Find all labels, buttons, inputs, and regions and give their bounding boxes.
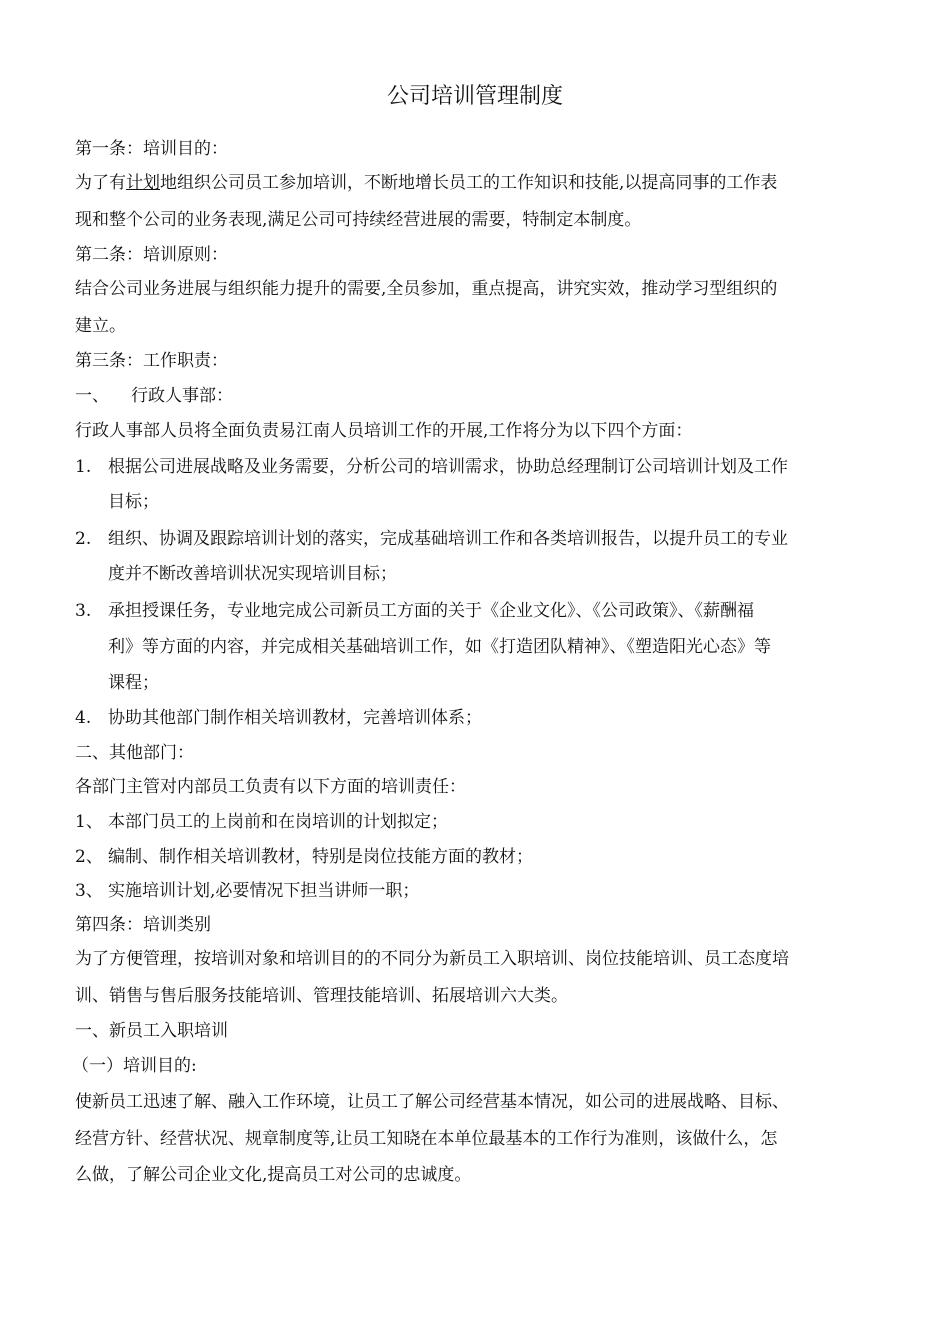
section-1-number: 一、 [75,386,109,406]
article-3-heading: 第三条：工作职责： [75,351,228,371]
article-4-paragraph-line-1: 为了方便管理，按培训对象和培训目的的不同分为新员工入职培训、岗位技能培训、员工态度培 [75,949,789,969]
text-segment: 地组织公司员工参加培训，不断地增长员工的工作知识和技能,以提高同事的工作表 [160,173,778,193]
list-item-line: 课程； [108,673,159,693]
list-item-line: 实施培训计划,必要情况下担当讲师一职； [108,881,420,901]
section-2-title: 二、其他部门： [75,743,194,763]
underlined-word: 计划 [126,173,160,193]
document-title: 公司培训管理制度 [386,84,563,109]
list-item-line: 承担授课任务，专业地完成公司新员工方面的关于《企业文化》、《公司政策》、《薪酬福 [108,601,754,621]
subsection-1-paragraph-line-3: 么做，了解公司企业文化,提高员工对公司的忠诚度。 [75,1165,472,1185]
list-item-line: 度并不断改善培训状况实现培训目标； [108,564,397,584]
list-item-line: 组织、协调及跟踪培训计划的落实，完成基础培训工作和各类培训报告，以提升员工的专业 [108,529,788,549]
list-item-line: 利》等方面的内容，并完成相关基础培训工作，如《打造团队精神》、《塑造阳光心态》等 [108,637,771,657]
list-item-number: 3、 [75,881,103,901]
subsection-1-title: 一、新员工入职培训 [75,1021,228,1041]
section-2-intro: 各部门主管对内部员工负责有以下方面的培训责任： [75,777,466,797]
list-item-line: 协助其他部门制作相关培训教材，完善培训体系； [108,708,482,728]
article-4-paragraph-line-2: 训、销售与售后服务技能培训、管理技能培训、拓展培训六大类。 [75,986,568,1006]
list-item-number: 2. [75,529,92,549]
subsection-1-paragraph-line-2: 经营方针、经营状况、规章制度等,让员工知晓在本单位最基本的工作行为准则，该做什么，怎 [75,1129,778,1149]
article-2-paragraph-line-1: 结合公司业务进展与组织能力提升的需要,全员参加，重点提高，讲究实效，推动学习型组织的 [75,279,778,299]
subsection-1-paragraph-line-1: 使新员工迅速了解、融入工作环境，让员工了解公司经营基本情况，如公司的进展战略、目标、 [75,1092,789,1112]
article-1-paragraph-line-1 [75,171,875,195]
list-item-number: 3. [75,601,92,621]
list-item-number: 2、 [75,847,103,867]
section-1-intro: 行政人事部人员将全面负责易江南人员培训工作的开展,工作将分为以下四个方面： [75,421,693,441]
section-1-title: 行政人事部： [131,386,233,406]
list-item-number: 4. [75,708,92,728]
list-item-number: 1. [75,457,92,477]
subsection-1-part: （一）培训目的: [72,1056,197,1076]
article-2-paragraph-line-2: 建立。 [75,316,126,336]
list-item-line: 编制、制作相关培训教材，特别是岗位技能方面的教材； [108,847,533,867]
text-segment: 为了有 [75,173,126,193]
article-4-heading: 第四条：培训类别 [75,915,211,935]
list-item-line: 根据公司进展战略及业务需要，分析公司的培训需求，协助总经理制订公司培训计划及工作 [108,457,788,477]
list-item-line: 目标； [108,492,159,512]
article-2-heading: 第二条：培训原则： [75,245,228,265]
list-item-line: 本部门员工的上岗前和在岗培训的计划拟定； [108,812,448,832]
article-1-heading: 第一条：培训目的： [75,139,228,159]
list-item-number: 1、 [75,812,103,832]
article-1-paragraph-line-2: 现和整个公司的业务表现,满足公司可持续经营进展的需要，特制定本制度。 [75,210,642,230]
